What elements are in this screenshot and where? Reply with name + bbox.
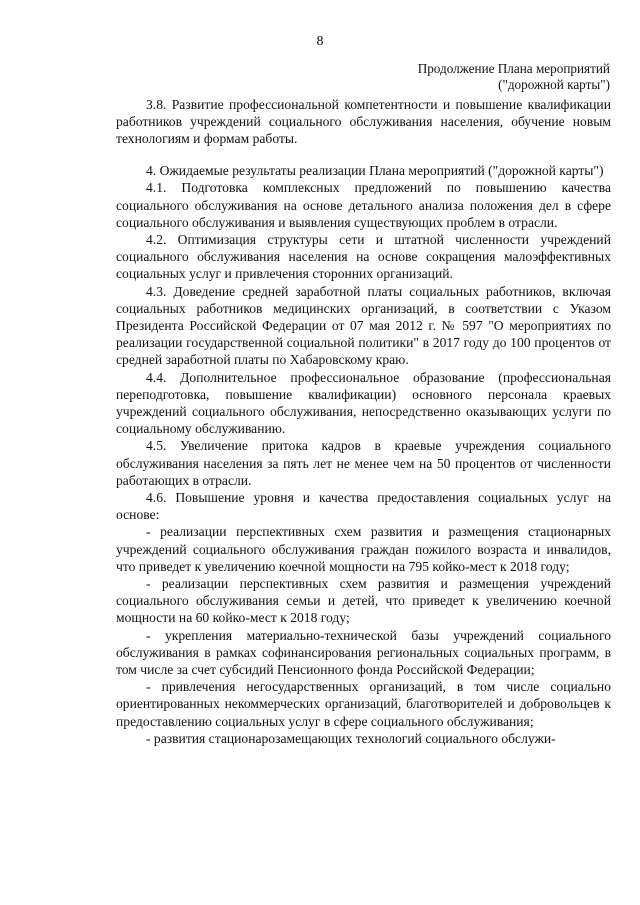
paragraph-4-3: 4.3. Доведение средней заработной платы социальных работников, включая социальных работников медицинских организаций, в соответствии с Указом Президента Российской Федерации от 07 мая 2012 г. № 597 "О мероприятиях по реализации государственной социальной политики" в 2017 году до 100 процентов от средней заработной платы по Хабаровскому краю. [116,283,611,368]
paragraph-4-4: 4.4. Дополнительное профессиональное образование (профессиональная переподготовка, повышение квалификации) основного персонала краевых учреждений социального обслуживания, непосредственно оказывающих услуги по социальному обслуживанию. [116,369,611,437]
document-body [116,96,611,747]
section-heading-4: 4. Ожидаемые результаты реализации Плана мероприятий ("дорожной карты") [146,163,604,179]
paragraph-3-8: 3.8. Развитие профессиональной компетентности и повышение квалификации работников учреждений социального обслуживания населения, обучение новым технологиям и формам работы. [116,97,611,147]
running-header-line-2: ("дорожной карты") [498,77,610,92]
paragraph-4-6: 4.6. Повышение уровня и качества предоставления социальных услуг на основе: [116,489,611,523]
paragraph-4-1: 4.1. Подготовка комплексных предложений по повышению качества социального обслуживания на основе детального анализа положения дел в сфере социального обслуживания и выявления существующих проблем в отрасли. [116,180,611,230]
page-number: 8 [316,34,324,49]
list-item: - укрепления материально-технической базы учреждений социального обслуживания в рамках софинансирования региональных социальных программ, в том числе за счет субсидий Пенсионного фонда Российской Федерации; [116,627,611,677]
list-item: - развития стационарозамещающих технологий социального обслужи- [146,730,556,746]
running-header [350,61,610,93]
list-item: - привлечения негосударственных организаций, в том числе социально ориентированных некоммерческих организаций, благотворителей и добровольцев к предоставлению социальных услуг в сфере социального обслуживания; [116,679,611,729]
running-header-line-1: Продолжение Плана мероприятий [417,61,610,76]
list-item: - реализации перспективных схем развития и размещения учреждений социального обслуживания семьи и детей, что приведет к увеличению коечной мощности на 60 койко-мест к 2018 году; [116,575,611,626]
list-item: - реализации перспективных схем развития и размещения стационарных учреждений социального обслуживания граждан пожилого возраста и инвалидов, что приведет к увеличению коечной мощности на 795 койко-мест к 2018 году; [116,524,611,574]
paragraph-4-2: 4.2. Оптимизация структуры сети и штатной численности учреждений социального обслуживания населения на основе сокращения малоэффективных социальных услуг и привлечения сторонних организаций. [116,231,611,282]
paragraph-4-5: 4.5. Увеличение притока кадров в краевые учреждения социального обслуживания населения за пять лет не менее чем на 50 процентов от численности работающих в отрасли. [116,438,611,488]
